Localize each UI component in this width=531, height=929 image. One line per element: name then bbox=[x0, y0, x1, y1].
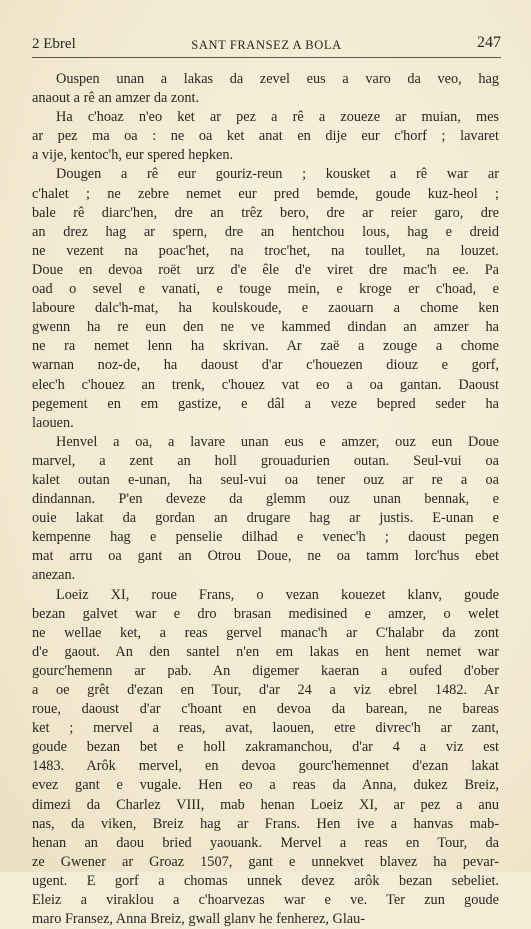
text-line: ne ra nemet lenn ha skrivan. Ar zaë a zouge a chome bbox=[32, 338, 499, 355]
text-line: henan an daou bried yaouank. Mervel a reas en Tour, da bbox=[32, 834, 499, 851]
text-line: Loeiz XI, roue Frans, o vezan kouezet klanv, goude bbox=[56, 586, 499, 603]
text-line: Ha c'hoaz n'eo ket ar pez a rê a zoueze ar muian, mes bbox=[56, 109, 499, 126]
text-line: kempenne hag e penselie dilhad e venec'h ; daoust pegen bbox=[32, 529, 499, 546]
text-line: laouen. bbox=[32, 414, 74, 431]
text-line: a vije, kentoc'h, eur spered hepken. bbox=[32, 147, 234, 164]
header-date: 2 Ebrel bbox=[32, 36, 76, 52]
text-line: dimezi da Charlez VIII, mab henan Loeiz XI, ar pez a anu bbox=[32, 796, 499, 813]
text-line: evez gant e vugale. Hen eo a reas da Anna, dukez Breiz, bbox=[32, 777, 499, 794]
text-line: Doue en devoa roët urz d'e êle d'e viret dre mac'h ee. Pa bbox=[32, 261, 499, 278]
text-line: Ouspen unan a lakas da zevel eus a varo da veo, hag bbox=[56, 71, 499, 87]
paragraph bbox=[32, 165, 499, 432]
text-line: ar pez ma oa : ne oa ket anat en dije eur c'horf ; lavaret bbox=[32, 128, 499, 145]
header-title: SANT FRANSEZ A BOLA bbox=[191, 38, 342, 52]
text-line: pegement en em gastize, e dâl a veze bepred seder ha bbox=[32, 395, 499, 412]
text-line: 1483. Arôk mervel, en devoa gourc'hemennet d'ezan lakat bbox=[32, 758, 499, 775]
text-line: goude bezan bet e holl zakramanchou, d'ar 4 a viz est bbox=[32, 739, 499, 756]
text-line: ket ; mervel a reas, avat, laouen, etre divrec'h ar zant, bbox=[32, 720, 499, 737]
text-line: oad o sevel e vanati, e touge mein, e kroge er c'hoad, e bbox=[32, 281, 499, 298]
text-line: Eleiz a viraklou a c'hoarvezas war e ve. Ter zun goude bbox=[32, 892, 499, 909]
text-line: gourc'hemenn ar pab. An digemer kaeran a oufed d'ober bbox=[32, 662, 499, 679]
text-line: ugent. E gorf a chomas unnek devez arôk bezan sebeliet. bbox=[32, 872, 499, 889]
paragraph bbox=[32, 433, 499, 586]
text-line: ze Gwener ar Groaz 1507, gant e unnekvet blavez ha pevar- bbox=[32, 853, 499, 870]
text-line: anezan. bbox=[32, 567, 76, 584]
text-line: ne vezent na poac'het, na troc'het, na toullet, na louzet. bbox=[32, 242, 499, 259]
page-number: 247 bbox=[477, 34, 501, 51]
text-line: gwenn ha re eun den ne ve kammed dindan an amzer ha bbox=[32, 319, 499, 336]
text-line: a oe grêt d'ezan en Tour, d'ar 24 a viz ebrel 1482. Ar bbox=[32, 682, 499, 698]
text-line: Henvel a oa, a lavare unan eus e amzer, ouz eun Doue bbox=[56, 433, 499, 450]
text-line: kalet outan e-unan, ha seul-vui oa tener ouz ar re a oa bbox=[32, 471, 499, 488]
paragraph bbox=[32, 108, 499, 165]
text-line: mat arru oa gant an Otrou Doue, ne oa tamm lorc'hus ebet bbox=[32, 548, 499, 565]
paragraph bbox=[32, 586, 499, 929]
running-header bbox=[32, 34, 501, 56]
text-line: nas, da viken, Breiz hag ar Frans. Hen ive a hanvas mab- bbox=[32, 815, 499, 832]
text-line: laboure dalc'h-mat, ha koulskoude, e zaouarn a chome ken bbox=[32, 300, 499, 317]
body-text bbox=[32, 70, 499, 929]
text-line: bezan galvet war e dro brasan medisined e amzer, o welet bbox=[32, 605, 499, 622]
text-line: maro Fransez, Anna Breiz, gwall glanv he fenherez, Glau- bbox=[32, 911, 366, 928]
text-line: bale rê diarc'hen, dre an trêz bero, dre ar reier garo, dre bbox=[32, 204, 499, 221]
text-line: marvel, a zent an holl grouadurien outan. Seul-vui oa bbox=[32, 452, 499, 469]
header-rule bbox=[32, 57, 501, 58]
text-line: elec'h c'houez an trenk, c'houez vat eo a oa gantan. Daoust bbox=[32, 376, 499, 393]
text-line: roue, daoust d'ar c'hoant en devoa da barean, ne bareas bbox=[32, 701, 499, 718]
text-line: ouie lakat da gordan an drugare hag ar justis. E-unan e bbox=[32, 510, 499, 527]
text-line: warnan noz-de, ha daoust d'ar c'houezen diouz e gorf, bbox=[32, 357, 499, 374]
text-line: dindannan. P'en deveze da glemm ouz unan bennak, e bbox=[32, 491, 499, 508]
text-line: an drez hag ar spern, dre an hentchou lous, hag e dreid bbox=[32, 223, 499, 240]
text-line: d'e gaout. An den santel n'en em lakas en hent nemet war bbox=[32, 643, 499, 660]
text-line: c'halet ; ne zebre nemet eur pred bemde, goude kuz-heol ; bbox=[32, 185, 499, 202]
paragraph bbox=[32, 70, 499, 108]
text-line: anaout a rê an amzer da zont. bbox=[32, 90, 200, 107]
text-line: Dougen a rê eur gouriz-reun ; kousket a rê war ar bbox=[56, 166, 499, 183]
text-line: ne wellae ket, a reas gervel manac'h ar C'halabr da zont bbox=[32, 624, 499, 641]
